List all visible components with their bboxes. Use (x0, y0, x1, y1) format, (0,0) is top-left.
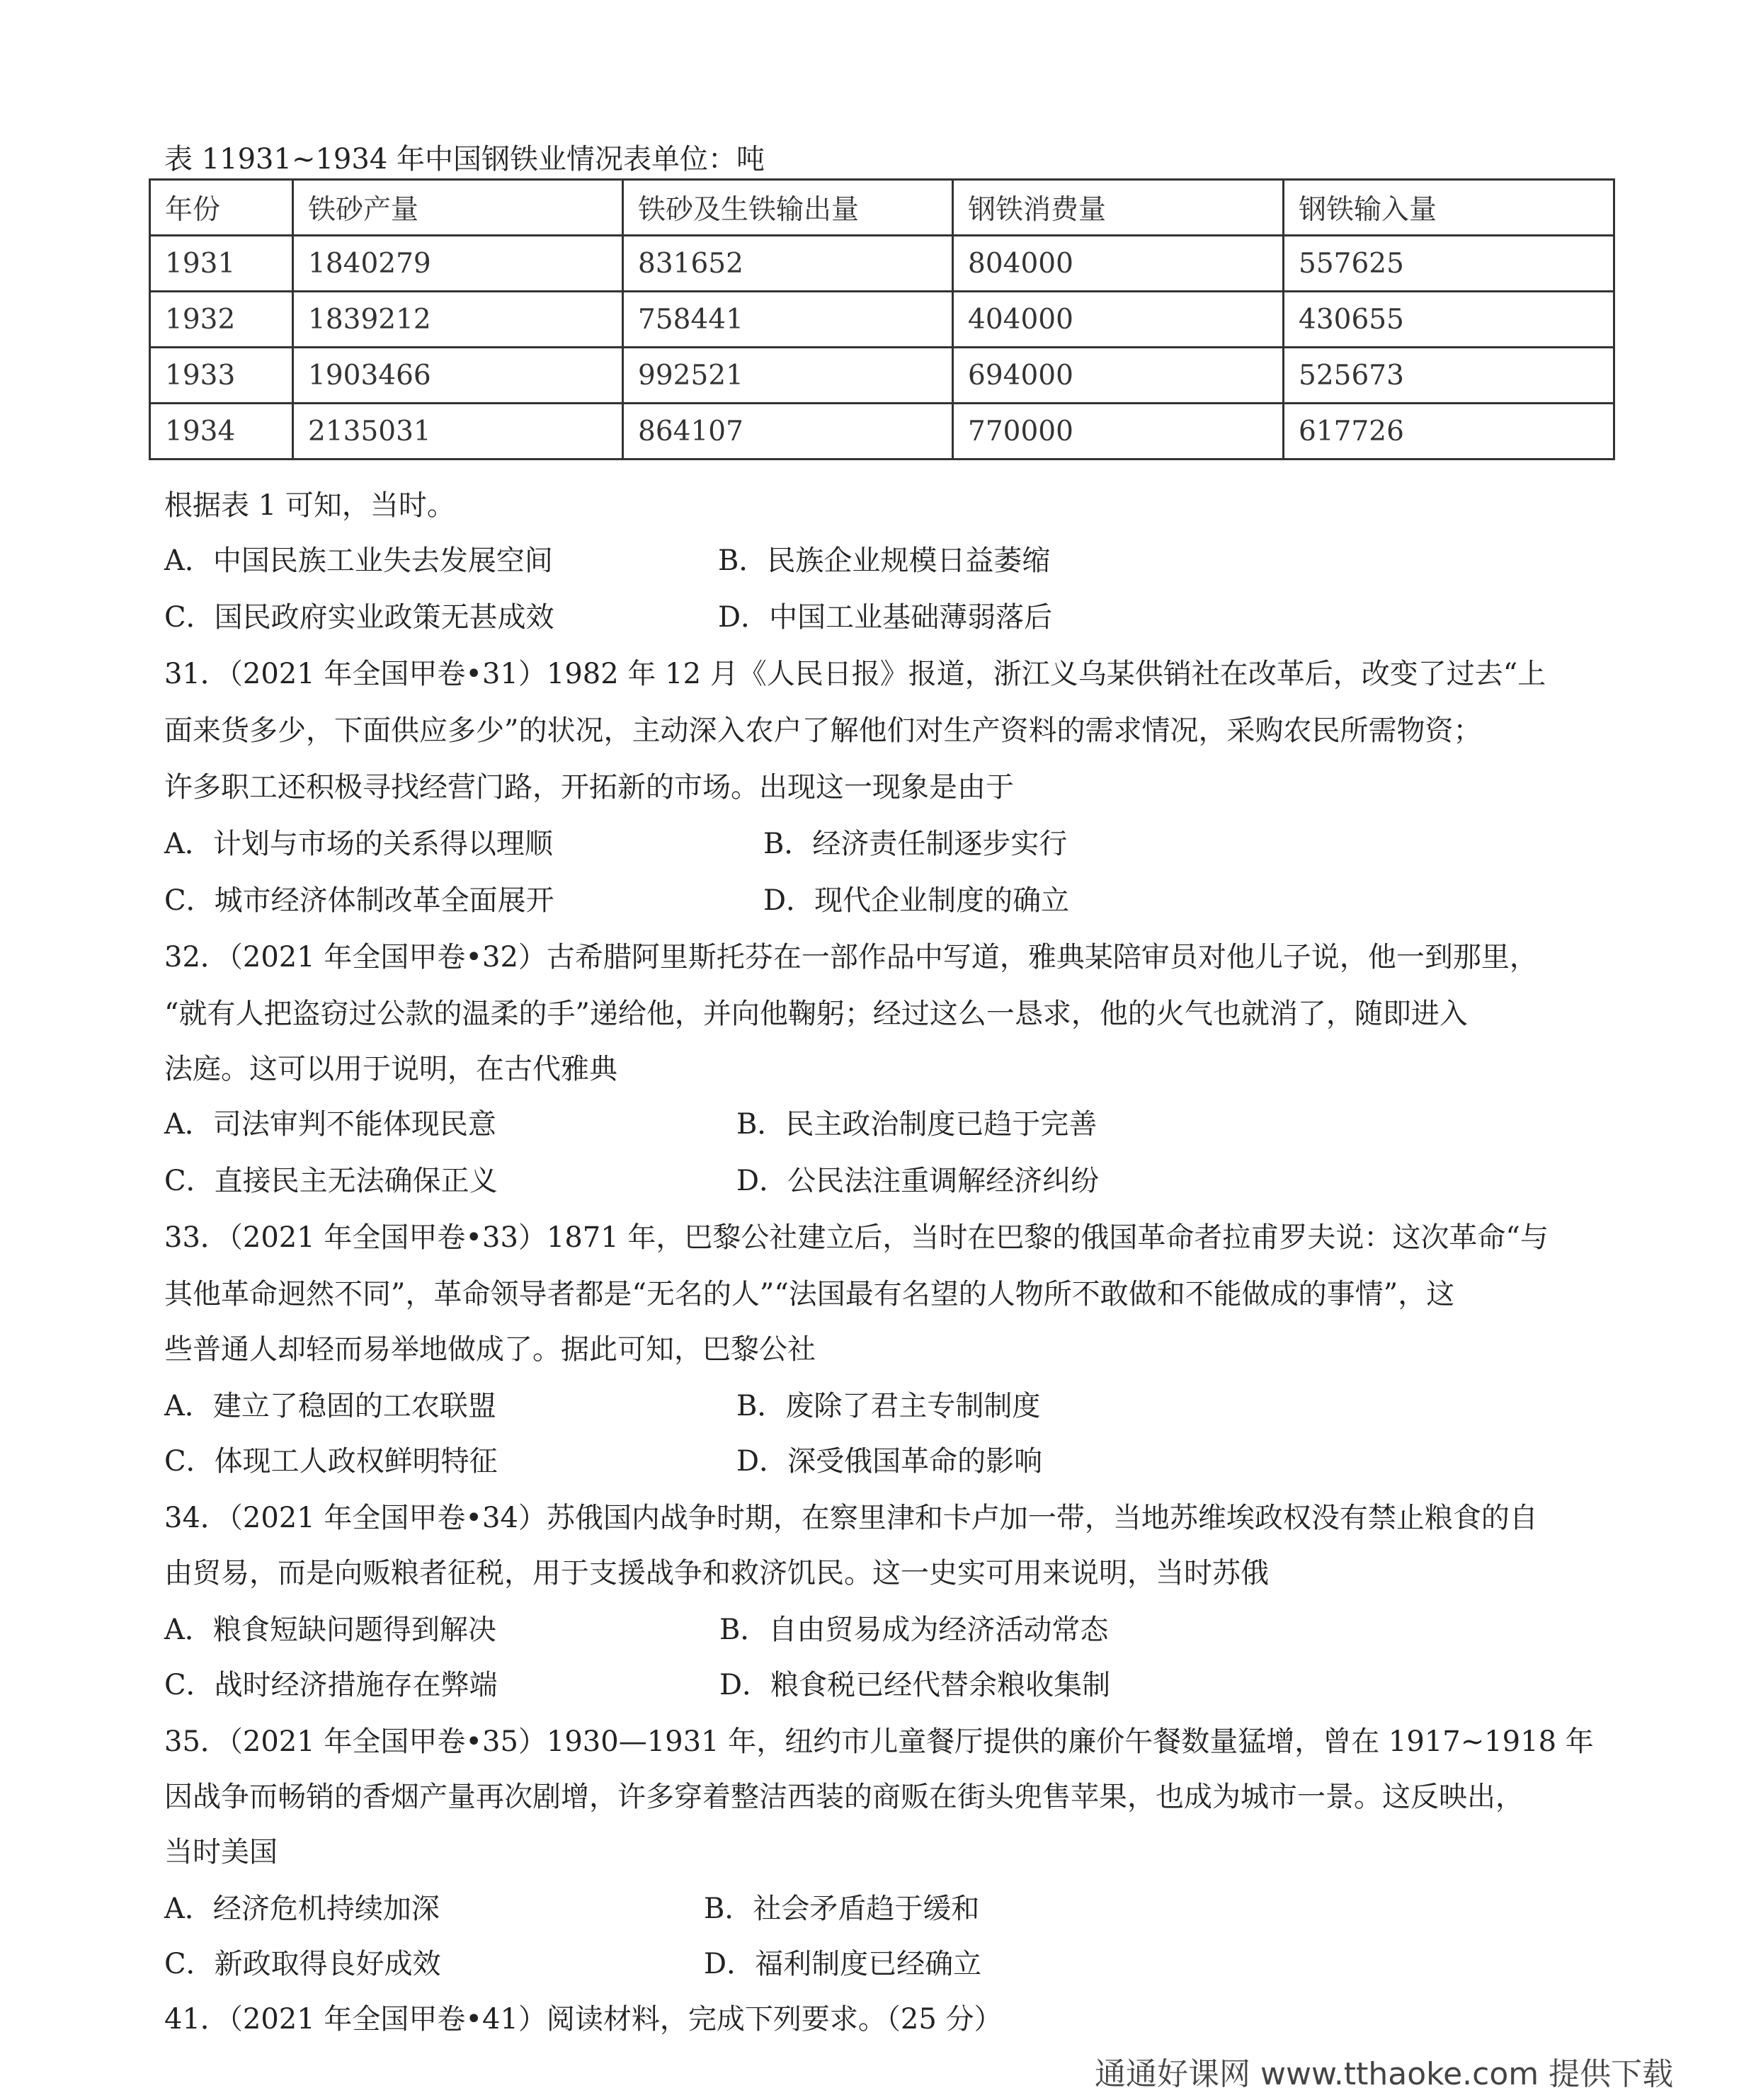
table-cell: 1840279 (293, 236, 623, 292)
table-cell: 758441 (623, 292, 953, 348)
question-33-option-c: C．体现工人政权鲜明特征 (164, 1445, 498, 1478)
table-cell: 1903466 (293, 348, 623, 404)
question-31-option-a: A．计划与市场的关系得以理顺 (164, 828, 553, 860)
table-cell: 1932 (150, 292, 293, 348)
question-30-option-c: C．国民政府实业政策无甚成效 (164, 601, 554, 634)
table-cell: 694000 (953, 348, 1284, 404)
question-32-stem-line: 法庭。这可以用于说明，在古代雅典 (164, 1053, 617, 1085)
question-33-option-b: B．废除了君主专制制度 (736, 1390, 1041, 1422)
question-35-option-c: C．新政取得良好成效 (164, 1948, 441, 1980)
table-cell: 1934 (150, 404, 293, 460)
question-33-stem-line: 些普通人却轻而易举地做成了。据此可知，巴黎公社 (164, 1333, 816, 1366)
question-33-stem-line: 33．（2021 年全国甲卷•33）1871 年，巴黎公社建立后，当时在巴黎的俄国革命者拉甫罗夫说：这次革命“与 (164, 1221, 1549, 1254)
table-row (150, 236, 1614, 292)
question-33-option-a: A．建立了稳固的工农联盟 (164, 1390, 496, 1422)
question-41-stem-line: 41．（2021 年全国甲卷•41）阅读材料，完成下列要求。（25 分） (164, 2003, 1003, 2036)
table-row (150, 292, 1614, 348)
footer-watermark (1095, 2055, 1673, 2094)
table-header-cell: 铁砂产量 (293, 180, 623, 236)
question-35-option-a: A．经济危机持续加深 (164, 1893, 440, 1925)
question-30-option-d: D．中国工业基础薄弱落后 (718, 601, 1053, 634)
table-cell: 864107 (623, 404, 953, 460)
question-31-stem-line: 许多职工还积极寻找经营门路，开拓新的市场。出现这一现象是由于 (164, 771, 1014, 804)
table-cell: 430655 (1284, 292, 1614, 348)
steel-industry-table (149, 178, 1615, 460)
question-33-option-d: D．深受俄国革命的影响 (736, 1445, 1043, 1478)
question-32-option-d: D．公民法注重调解经济纠纷 (736, 1165, 1100, 1197)
table-cell: 1839212 (293, 292, 623, 348)
question-31-option-c: C．城市经济体制改革全面展开 (164, 884, 554, 917)
table-cell: 770000 (953, 404, 1284, 460)
table-cell: 1933 (150, 348, 293, 404)
question-31-stem-line: 31．（2021 年全国甲卷•31）1982 年 12 月《人民日报》报道，浙江义乌某供销社在改革后，改变了过去“上 (164, 658, 1546, 690)
question-30-option-a: A．中国民族工业失去发展空间 (164, 544, 553, 577)
question-34-option-c: C．战时经济措施存在弊端 (164, 1669, 498, 1701)
question-35-stem-line: 35．（2021 年全国甲卷•35）1930—1931 年，纽约市儿童餐厅提供的廉价午餐数量猛增，曾在 1917~1918 年 (164, 1725, 1594, 1758)
question-35-option-d: D．福利制度已经确立 (704, 1948, 982, 1980)
question-31-option-d: D．现代企业制度的确立 (763, 884, 1070, 917)
table-header-row (150, 180, 1614, 236)
question-31-stem-line: 面来货多少，下面供应多少”的状况，主动深入农户了解他们对生产资料的需求情况，采购农民所需物资； (164, 714, 1482, 747)
question-34-stem-line: 34．（2021 年全国甲卷•34）苏俄国内战争时期，在察里津和卡卢加一带，当地苏维埃政权没有禁止粮食的自 (164, 1502, 1538, 1534)
footer-url: www.tthaoke.com (1260, 2056, 1539, 2092)
question-34-stem-line: 由贸易，而是向贩粮者征税，用于支援战争和救济饥民。这一史实可用来说明，当时苏俄 (164, 1557, 1269, 1590)
table-cell: 831652 (623, 236, 953, 292)
question-30-option-b: B．民族企业规模日益萎缩 (718, 544, 1051, 577)
question-32-stem-line: 32．（2021 年全国甲卷•32）古希腊阿里斯托芬在一部作品中写道，雅典某陪审员对他儿子说，他一到那里， (164, 941, 1538, 974)
table-caption: 表 11931~1934 年中国钢铁业情况表单位：吨 (164, 143, 765, 176)
question-32-option-c: C．直接民主无法确保正义 (164, 1165, 498, 1197)
question-35-option-b: B．社会矛盾趋于缓和 (704, 1893, 980, 1925)
table-cell: 804000 (953, 236, 1284, 292)
question-32-option-b: B．民主政治制度已趋于完善 (736, 1108, 1098, 1141)
question-35-stem-line: 当时美国 (164, 1836, 278, 1868)
table-header-cell: 铁砂及生铁输出量 (623, 180, 953, 236)
question-35-stem-line: 因战争而畅销的香烟产量再次剧增，许多穿着整洁西装的商贩在街头兜售苹果，也成为城市一景。这反映出， (164, 1781, 1524, 1813)
table-header-cell: 钢铁消费量 (953, 180, 1284, 236)
question-34-option-b: B．自由贸易成为经济活动常态 (719, 1614, 1109, 1646)
table-cell: 617726 (1284, 404, 1614, 460)
table-cell: 2135031 (293, 404, 623, 460)
table-header-cell: 年份 (150, 180, 293, 236)
table-cell: 992521 (623, 348, 953, 404)
table-header-cell: 钢铁输入量 (1284, 180, 1614, 236)
question-34-option-d: D．粮食税已经代替余粮收集制 (719, 1669, 1111, 1701)
question-31-option-b: B．经济责任制逐步实行 (763, 828, 1068, 860)
question-30-stem: 根据表 1 可知，当时。 (164, 489, 455, 522)
footer-suffix: 提供下载 (1549, 2056, 1674, 2092)
question-34-option-a: A．粮食短缺问题得到解决 (164, 1614, 496, 1646)
table-row (150, 348, 1614, 404)
table-cell: 525673 (1284, 348, 1614, 404)
question-33-stem-line: 其他革命迥然不同”，革命领导者都是“无名的人”“法国最有名望的人物所不敢做和不能做成的事情”，这 (164, 1278, 1455, 1311)
table-row (150, 404, 1614, 460)
table-cell: 404000 (953, 292, 1284, 348)
question-32-option-a: A．司法审判不能体现民意 (164, 1108, 496, 1141)
table-cell: 1931 (150, 236, 293, 292)
footer-brand: 通通好课网 (1095, 2056, 1250, 2092)
table-cell: 557625 (1284, 236, 1614, 292)
question-32-stem-line: “就有人把盗窃过公款的温柔的手”递给他，并向他鞠躬；经过这么一恳求，他的火气也就消了，随即进入 (164, 998, 1468, 1030)
